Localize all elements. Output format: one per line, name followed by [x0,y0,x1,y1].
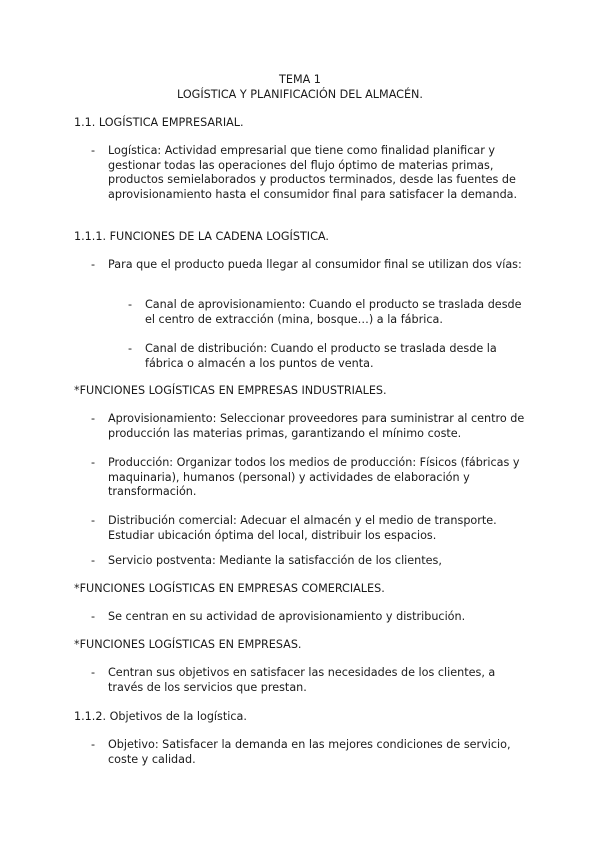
list-item [91,144,531,202]
section-heading-empresas-comerciales: *FUNCIONES LOGÍSTICAS EN EMPRESAS COMERCIALES. [74,582,385,595]
bullet-dash: - [91,610,96,623]
list-item-text: Se centran en su actividad de aprovisionamiento y distribución. [108,610,466,623]
section-heading-funciones-cadena: 1.1.1. FUNCIONES DE LA CADENA LOGÍSTICA. [74,230,329,243]
list-item [91,514,531,543]
section-heading-empresas: *FUNCIONES LOGÍSTICAS EN EMPRESAS. [74,638,302,651]
list-item [91,456,531,500]
list-item-text: Para que el producto pueda llegar al consumidor final se utilizan dos vías: [108,258,522,271]
bullet-dash: - [91,258,96,271]
section-heading-objetivos: 1.1.2. Objetivos de la logística. [74,710,247,723]
list-item [91,666,531,695]
bullet-dash: - [91,412,96,425]
list-item [91,610,531,625]
bullet-dash: - [91,144,96,157]
list-item [91,258,531,273]
list-item-text: Aprovisionamiento: Seleccionar proveedores para suministrar al centro de producción las materias primas, garantizando el mínimo coste. [108,412,525,440]
section-heading-logistica-empresarial: 1.1. LOGÍSTICA EMPRESARIAL. [74,116,244,129]
list-item-text: Logística: Actividad empresarial que tiene como finalidad planificar y gestionar todas las operaciones del flujo óptimo de materias primas, productos semielaborados y productos terminados, desde las fuentes de aprovisionamiento hasta el consumidor final para satisfacer la demanda. [108,144,518,201]
bullet-dash: - [128,298,133,311]
bullet-dash: - [91,456,96,469]
bullet-dash: - [91,514,96,527]
list-item-text: Canal de distribución: Cuando el producto se traslada desde la fábrica o almacén a los puntos de venta. [145,342,497,370]
list-item-text: Canal de aprovisionamiento: Cuando el producto se traslada desde el centro de extracción (mina, bosque…) a la fábrica. [145,298,522,326]
doc-subtitle: LOGÍSTICA Y PLANIFICACIÓN DEL ALMACÉN. [177,88,423,101]
list-item-text: Servicio postventa: Mediante la satisfacción de los clientes, [108,554,442,567]
list-item [128,298,528,327]
list-item [91,554,531,569]
bullet-dash: - [91,554,96,567]
list-item-text: Objetivo: Satisfacer la demanda en las mejores condiciones de servicio, coste y calidad. [108,738,511,766]
bullet-dash: - [91,666,96,679]
list-item-text: Centran sus objetivos en satisfacer las necesidades de los clientes, a través de los servicios que prestan. [108,666,496,694]
bullet-dash: - [128,342,133,355]
bullet-dash: - [91,738,96,751]
list-item [91,738,531,767]
list-item [91,412,531,441]
list-item-text: Distribución comercial: Adecuar el almacén y el medio de transporte. Estudiar ubicación óptima del local, distribuir los espacios. [108,514,497,542]
list-item [128,342,528,371]
list-item-text: Producción: Organizar todos los medios de producción: Físicos (fábricas y maquinaria), humanos (personal) y actividades de elaboración y transformación. [108,456,520,499]
doc-title: TEMA 1 [279,73,321,86]
section-heading-empresas-industriales: *FUNCIONES LOGÍSTICAS EN EMPRESAS INDUSTRIALES. [74,384,387,397]
